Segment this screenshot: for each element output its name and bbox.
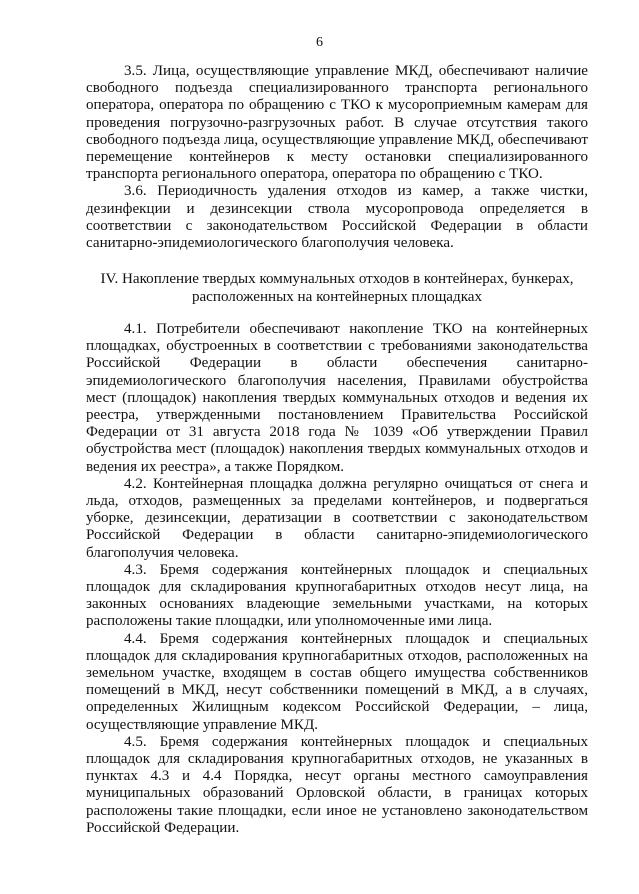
page-number: 6 bbox=[316, 35, 323, 50]
section-heading bbox=[86, 271, 588, 306]
paragraph-3-6: 3.6. Периодичность удаления отходов из камер, а также чистки, дезинфекции и дезинсекции ствола мусоропровода определяется в соответствии с законодательством Российской Федерации в области санитарно-эпидемиологического благополучия человека. bbox=[86, 183, 588, 252]
section-heading-line-2: расположенных на контейнерных площадках bbox=[191, 288, 483, 305]
section-3-body bbox=[86, 63, 588, 252]
section-4-body bbox=[86, 321, 588, 837]
section-heading-line-1: IV. Накопление твердых коммунальных отходов в контейнерах, бункерах, bbox=[100, 271, 574, 287]
paragraph-4-2: 4.2. Контейнерная площадка должна регулярно очищаться от снега и льда, отходов, размещенных за пределами контейнеров, и подвергаться уборке, дезинсекции, дератизации в соответствии с законодательством Российской Федерации в области санитарно-эпидемиологического благополучия человека. bbox=[86, 475, 588, 561]
paragraph-3-5: 3.5. Лица, осуществляющие управление МКД, обеспечивают наличие свободного подъезда специализированного транспорта регионального оператора, оператора по обращению с ТКО к мусороприемным камерам для проведения погрузочно-разгрузочных работ. В случае отсутствия такого свободного подъезда лица, осуществляющие управление МКД, обеспечивают перемещение контейнеров к месту остановки специализированного транспорта регионального оператора, оператора по обращению с ТКО. bbox=[86, 63, 588, 183]
paragraph-4-1: 4.1. Потребители обеспечивают накопление ТКО на контейнерных площадках, обустроенных в соответствии с требованиями законодательства Российской Федерации в области обеспечения санитарно-эпидемиологического благополучия населения, Правилами обустройства мест (площадок) накопления твердых коммунальных отходов и ведения их реестра, утвержденными постановлением Правительства Российской Федерации от 31 августа 2018 года № 1039 «Об утверждении Правил обустройства мест (площадок) накопления твердых коммунальных отходов и ведения их реестра», а также Порядком. bbox=[86, 321, 588, 475]
paragraph-4-5: 4.5. Бремя содержания контейнерных площадок и специальных площадок для складирования крупногабаритных отходов, не указанных в пунктах 4.3 и 4.4 Порядка, несут органы местного самоуправления муниципальных образований Орловской области, в границах которых расположены такие площадки, если иное не установлено законодательством Российской Федерации. bbox=[86, 733, 588, 836]
paragraph-4-4: 4.4. Бремя содержания контейнерных площадок и специальных площадок для складирования крупногабаритных отходов, расположенных на земельном участке, входящем в состав общего имущества собственников помещений в МКД, несут собственники помещений в МКД, а в случаях, определенных Жилищным кодексом Российской Федерации, – лица, осуществляющие управление МКД. bbox=[86, 630, 588, 733]
paragraph-4-3: 4.3. Бремя содержания контейнерных площадок и специальных площадок для складирования крупногабаритных отходов несут лица, на законных основаниях владеющие земельными участками, на которых расположены такие площадки, или уполномоченные ими лица. bbox=[86, 561, 588, 630]
